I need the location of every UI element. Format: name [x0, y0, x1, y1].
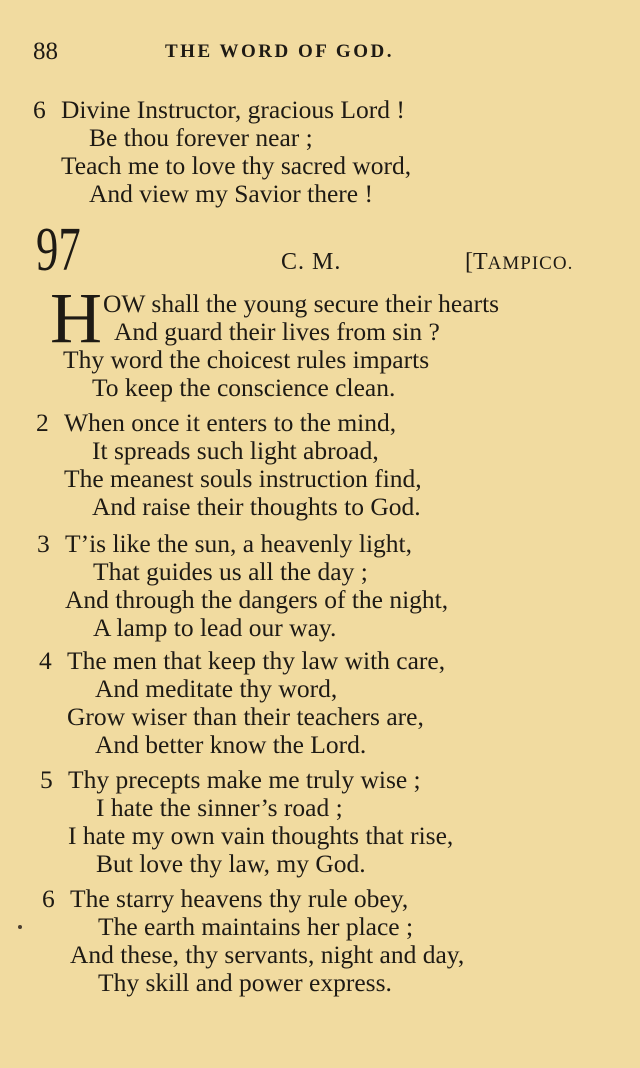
hymn-number: 97 [36, 216, 81, 284]
stanza-number: 6 [33, 95, 46, 124]
verse-line: That guides us all the day ; [93, 557, 368, 586]
running-title: THE WORD OF GOD. [165, 41, 394, 62]
verse-line: I hate my own vain thoughts that rise, [68, 821, 454, 850]
hymn-meter: C. M. [281, 249, 342, 275]
stanza-number: 6 [42, 884, 55, 913]
verse-line: Thy precepts make me truly wise ; [68, 765, 421, 794]
verse-line: The men that keep thy law with care, [67, 646, 446, 675]
ink-speck [18, 925, 22, 929]
verse-line: T’is like the sun, a heavenly light, [65, 529, 413, 558]
stanza-number: 5 [40, 765, 53, 794]
tune-rest: AMPICO. [487, 253, 574, 274]
verse-line: The earth maintains her place ; [98, 912, 414, 941]
verse-line: And through the dangers of the night, [65, 585, 449, 614]
verse-line: A lamp to lead our way. [93, 613, 337, 642]
drop-cap: H [50, 278, 102, 358]
tune-initial: T [473, 249, 488, 275]
verse-line: I hate the sinner’s road ; [96, 793, 343, 822]
verse-line: And view my Savior there ! [89, 179, 373, 208]
verse-line: The starry heavens thy rule obey, [70, 884, 409, 913]
verse-line: And better know the Lord. [95, 730, 367, 759]
verse-line: Divine Instructor, gracious Lord ! [61, 95, 405, 124]
verse-line: Be thou forever near ; [89, 123, 313, 152]
verse-line: And guard their lives from sin ? [114, 317, 440, 346]
verse-line: Teach me to love thy sacred word, [61, 151, 412, 180]
verse-line: Grow wiser than their teachers are, [67, 702, 424, 731]
verse-line: To keep the conscience clean. [92, 373, 396, 402]
verse-line: Thy word the choicest rules imparts [63, 345, 430, 374]
verse-line: But love thy law, my God. [96, 849, 366, 878]
verse-line: And these, thy servants, night and day, [70, 940, 465, 969]
verse-line: OW shall the young secure their hearts [103, 289, 500, 318]
verse-line: It spreads such light abroad, [92, 436, 379, 465]
verse-line: And meditate thy word, [95, 674, 338, 703]
verse-line: And raise their thoughts to God. [92, 492, 421, 521]
stanza-number: 3 [37, 529, 50, 558]
verse-line: When once it enters to the mind, [64, 408, 397, 437]
stanza-number: 4 [39, 646, 52, 675]
verse-line: The meanest souls instruction find, [64, 464, 422, 493]
tune-bracket: [ [465, 249, 473, 275]
verse-line: Thy skill and power express. [98, 968, 392, 997]
page-number: 88 [33, 38, 58, 65]
tune-name [465, 249, 573, 276]
stanza-number: 2 [36, 408, 49, 437]
